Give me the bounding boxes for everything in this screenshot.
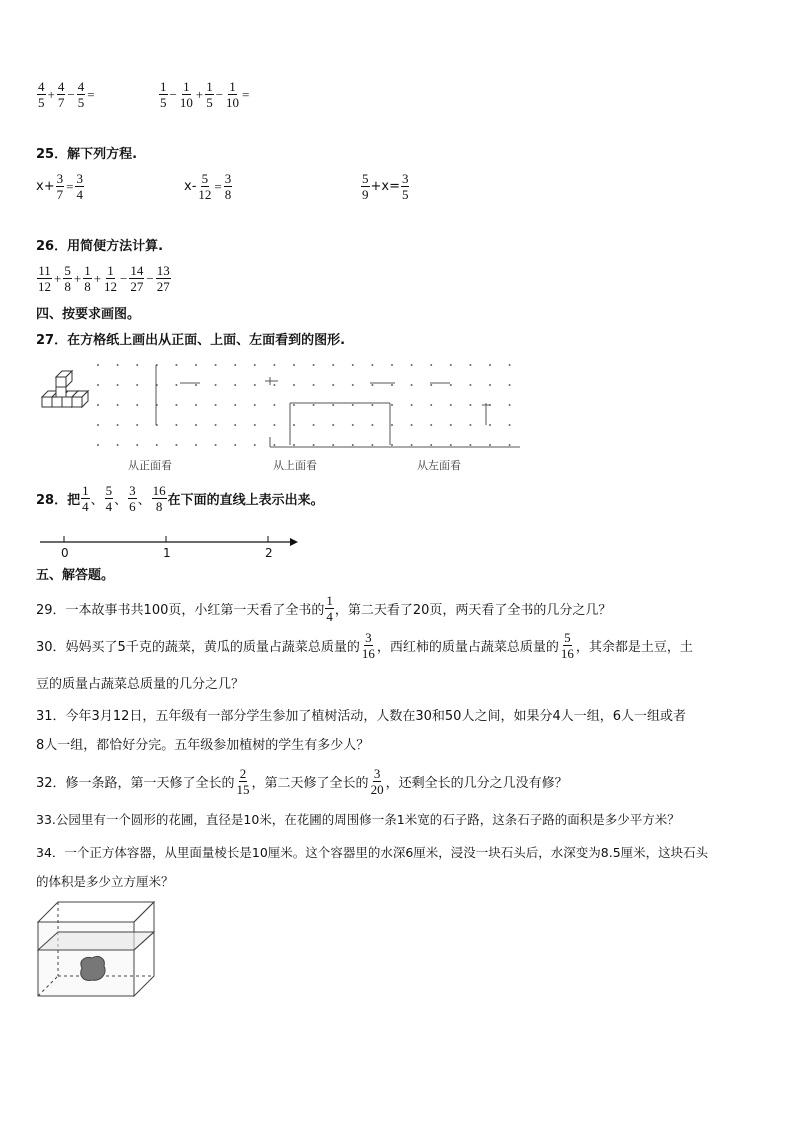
grid-dot <box>97 424 99 426</box>
dot-grid <box>97 364 511 446</box>
cube-stack-icon <box>42 371 88 407</box>
operator: − <box>120 270 128 286</box>
fraction: $\frac{14}{27}$ <box>130 263 144 294</box>
q25-eq1: x+ $\frac{3}{7}$ = $\frac{3}{4}$ <box>36 171 83 202</box>
fraction: $\frac{2}{15}$ <box>236 766 250 797</box>
section-4-heading: 四、按要求画图。 <box>36 307 141 322</box>
grid-dot <box>489 384 491 386</box>
q25-eq2: x- $\frac{5}{12}$ = $\frac{3}{8}$ <box>184 171 232 202</box>
grid-dot <box>313 404 315 406</box>
grid-dot <box>117 444 119 446</box>
grid-dot <box>97 444 99 446</box>
grid-dot <box>136 404 138 406</box>
fraction: $\frac{3}{6}$ <box>129 483 136 514</box>
grid-dot <box>293 364 295 366</box>
grid-dot <box>430 364 432 366</box>
grid-dot <box>450 424 452 426</box>
grid-dot <box>234 364 236 366</box>
grid-dot <box>136 444 138 446</box>
fraction: $\frac{1}{8}$ <box>84 263 91 294</box>
label-top-view: 从上面看 <box>273 459 317 472</box>
fraction: $\frac{4}{7}$ <box>57 79 65 110</box>
grid-dot <box>332 424 334 426</box>
grid-dot <box>273 404 275 406</box>
grid-dot <box>450 364 452 366</box>
grid-dot <box>215 404 217 406</box>
grid-dot <box>411 444 413 446</box>
grid-dot <box>117 424 119 426</box>
grid-dot <box>136 384 138 386</box>
grid-dot <box>352 384 354 386</box>
fraction: $\frac{5}{4}$ <box>105 483 113 514</box>
grid-dot <box>156 444 158 446</box>
tick-2: 2 <box>265 546 273 560</box>
grid-dot <box>117 384 119 386</box>
fraction: $\frac{1}{4}$ <box>82 483 89 514</box>
fraction: $\frac{3}{16}$ <box>361 630 375 661</box>
q34-line1: 34．一个正方体容器，从里面量棱长是10厘米。这个容器里的水深6厘米，浸没一块石头后，水深变为8.5厘米，这块石头 <box>36 845 709 860</box>
grid-dot <box>215 424 217 426</box>
grid-dot <box>254 364 256 366</box>
grid-dot <box>489 424 491 426</box>
grid-dot <box>234 424 236 426</box>
fraction: $\frac{11}{12}$ <box>38 263 51 294</box>
grid-dot <box>450 444 452 446</box>
grid-dot <box>293 404 295 406</box>
q26-expr <box>36 264 172 293</box>
number-line <box>36 530 336 570</box>
grid-dot <box>371 384 373 386</box>
grid-dot <box>469 424 471 426</box>
grid-dot <box>391 404 393 406</box>
fraction: $\frac{1}{10}$ <box>179 79 193 110</box>
grid-dot <box>352 424 354 426</box>
eq1-prefix: x+ <box>36 179 55 194</box>
grid-dot <box>195 404 197 406</box>
grid-dot <box>332 364 334 366</box>
grid-dot <box>450 404 452 406</box>
grid-dot <box>195 364 197 366</box>
grid-dot <box>411 364 413 366</box>
grid-dot <box>313 384 315 386</box>
fraction: $\frac{5}{9}$ <box>362 171 369 202</box>
grid-dot <box>254 444 256 446</box>
grid-dot <box>136 364 138 366</box>
tick-1: 1 <box>163 546 171 560</box>
grid-dot <box>411 404 413 406</box>
operator: − <box>146 270 154 286</box>
q34-line2: 的体积是多少立方厘米？ <box>36 874 174 889</box>
fraction: $\frac{5}{12}$ <box>198 171 212 202</box>
grid-dot <box>509 364 511 366</box>
label-left-view: 从左面看 <box>417 459 461 472</box>
q31-line1: 31．今年3月12日，五年级有一部分学生参加了植树活动，人数在30和50人之间，如果分4人一组，6人一组或者 <box>36 709 686 724</box>
grid-dot <box>215 384 217 386</box>
operator: + <box>93 270 102 286</box>
grid-dot <box>273 384 275 386</box>
eq2-prefix: x- <box>184 179 197 194</box>
fraction: $\frac{3}{4}$ <box>76 171 83 202</box>
operator: − <box>215 86 224 102</box>
grid-dot <box>391 384 393 386</box>
q25-eq3: $\frac{5}{9}$ +x= $\frac{3}{5}$ <box>362 171 409 202</box>
q29: 29．一本故事书共100页，小红第一天看了全书的 $\frac{1}{4}$ ，第二天看了20页，两天看了全书的几分之几？ <box>36 593 612 624</box>
q33: 33.公园里有一个圆形的花圃，直径是10米，在花圃的周围修一条1米宽的石子路，这条石子路的面积是多少平方米？ <box>36 812 680 827</box>
grid-dot <box>411 424 413 426</box>
grid-dot <box>391 364 393 366</box>
grid-dot <box>215 444 217 446</box>
operator: + <box>47 86 55 102</box>
grid-dot <box>352 444 354 446</box>
grid-dot <box>371 444 373 446</box>
grid-dot <box>509 444 511 446</box>
grid-dot <box>195 424 197 426</box>
cube-container-illustration <box>34 898 174 1008</box>
fraction: $\frac{1}{5}$ <box>160 79 167 110</box>
grid-dot <box>273 424 275 426</box>
fraction: $\frac{5}{8}$ <box>64 263 71 294</box>
grid-dot <box>273 444 275 446</box>
grid-dot <box>371 364 373 366</box>
grid-dot <box>234 384 236 386</box>
grid-dot <box>273 364 275 366</box>
fraction: $\frac{3}{8}$ <box>224 171 232 202</box>
grid-dot <box>411 384 413 386</box>
grid-dot <box>332 404 334 406</box>
grid-dot <box>430 444 432 446</box>
grid-dot <box>391 444 393 446</box>
operator: + <box>195 86 204 102</box>
section-5-heading: 五、解答题。 <box>36 568 115 583</box>
grid-dot <box>489 364 491 366</box>
label-front-view: 从正面看 <box>128 459 172 472</box>
fraction: $\frac{1}{10}$ <box>226 79 240 110</box>
q30-line1: 30．妈妈买了5千克的蔬菜，黄瓜的质量占蔬菜总质量的 $\frac{3}{16}$ ，西红柿的质量占蔬菜总质量的 $\frac{5}{16}$ ，其余都是土豆，土 <box>36 630 693 661</box>
grid-dot <box>509 424 511 426</box>
grid-dot <box>175 444 177 446</box>
grid-dot <box>293 444 295 446</box>
q27-title: 27．在方格纸上画出从正面、上面、左面看到的图形. <box>36 333 346 348</box>
grid-dot <box>313 364 315 366</box>
grid-dot <box>391 424 393 426</box>
q24-expr-2 <box>158 80 250 109</box>
grid-dot <box>97 404 99 406</box>
fraction: $\frac{1}{12}$ <box>104 263 118 294</box>
grid-dot <box>254 404 256 406</box>
fraction: $\frac{13}{27}$ <box>156 263 170 294</box>
grid-dot <box>371 404 373 406</box>
grid-dot <box>195 384 197 386</box>
grid-dot <box>97 384 99 386</box>
fraction: $\frac{16}{8}$ <box>152 483 166 514</box>
operator: − <box>169 86 177 102</box>
grid-dot <box>469 364 471 366</box>
grid-dot <box>175 424 177 426</box>
grid-dot <box>430 424 432 426</box>
fraction: $\frac{1}{4}$ <box>326 593 333 624</box>
grid-dot <box>469 384 471 386</box>
grid-dot <box>371 424 373 426</box>
grid-dot <box>352 404 354 406</box>
operator: = <box>242 86 250 102</box>
stone-icon <box>81 956 105 980</box>
fraction: $\frac{5}{16}$ <box>560 630 574 661</box>
grid-dot <box>332 444 334 446</box>
operator: − <box>67 86 75 102</box>
grid-dot <box>117 404 119 406</box>
q28-text: 28．把 $\frac{1}{4}$ 、 $\frac{5}{4}$ 、 $\frac{3}{6}$ 、 $\frac{16}{8}$ 在下面的直线上表示出来。 <box>36 483 324 514</box>
grid-dot <box>352 364 354 366</box>
grid-dot <box>313 424 315 426</box>
q31-line2: 8人一组，都恰好分完。五年级参加植树的学生有多少人？ <box>36 738 370 753</box>
q32: 32．修一条路，第一天修了全长的 $\frac{2}{15}$ ，第二天修了全长的 $\frac{3}{20}$ ，还剩全长的几分之几没有修？ <box>36 766 568 797</box>
operator: = <box>87 86 95 102</box>
grid-dot <box>313 444 315 446</box>
grid-dot <box>469 404 471 406</box>
fraction: $\frac{4}{5}$ <box>38 79 45 110</box>
grid-dot <box>215 364 217 366</box>
grid-dot <box>175 364 177 366</box>
grid-dot <box>175 404 177 406</box>
fraction: $\frac{3}{5}$ <box>401 171 409 202</box>
q25-title: 25．解下列方程. <box>36 147 138 162</box>
fraction: $\frac{3}{7}$ <box>56 171 64 202</box>
grid-dot <box>117 364 119 366</box>
grid-dot <box>430 404 432 406</box>
grid-dot <box>254 424 256 426</box>
grid-dot <box>450 384 452 386</box>
q30-line2: 豆的质量占蔬菜总质量的几分之几？ <box>36 677 245 692</box>
grid-dot <box>509 404 511 406</box>
grid-dot <box>293 424 295 426</box>
grid-dot <box>293 384 295 386</box>
q27-figure <box>0 355 794 475</box>
q24-expr-1 <box>36 80 96 109</box>
grid-dot <box>430 384 432 386</box>
grid-dot <box>332 384 334 386</box>
grid-dot <box>136 424 138 426</box>
operator: + <box>73 270 82 286</box>
operator: + <box>54 270 62 286</box>
grid-dot <box>234 404 236 406</box>
grid-dot <box>234 444 236 446</box>
q26-title: 26．用简便方法计算. <box>36 239 164 254</box>
grid-dot <box>254 384 256 386</box>
grid-dot <box>489 444 491 446</box>
grid-dot <box>509 384 511 386</box>
grid-dot <box>195 444 197 446</box>
fraction: $\frac{3}{20}$ <box>370 766 384 797</box>
grid-dot <box>469 444 471 446</box>
fraction: $\frac{1}{5}$ <box>206 79 213 110</box>
grid-dot <box>97 364 99 366</box>
tick-0: 0 <box>61 546 69 560</box>
fraction: $\frac{4}{5}$ <box>77 79 85 110</box>
grid-dot <box>175 384 177 386</box>
